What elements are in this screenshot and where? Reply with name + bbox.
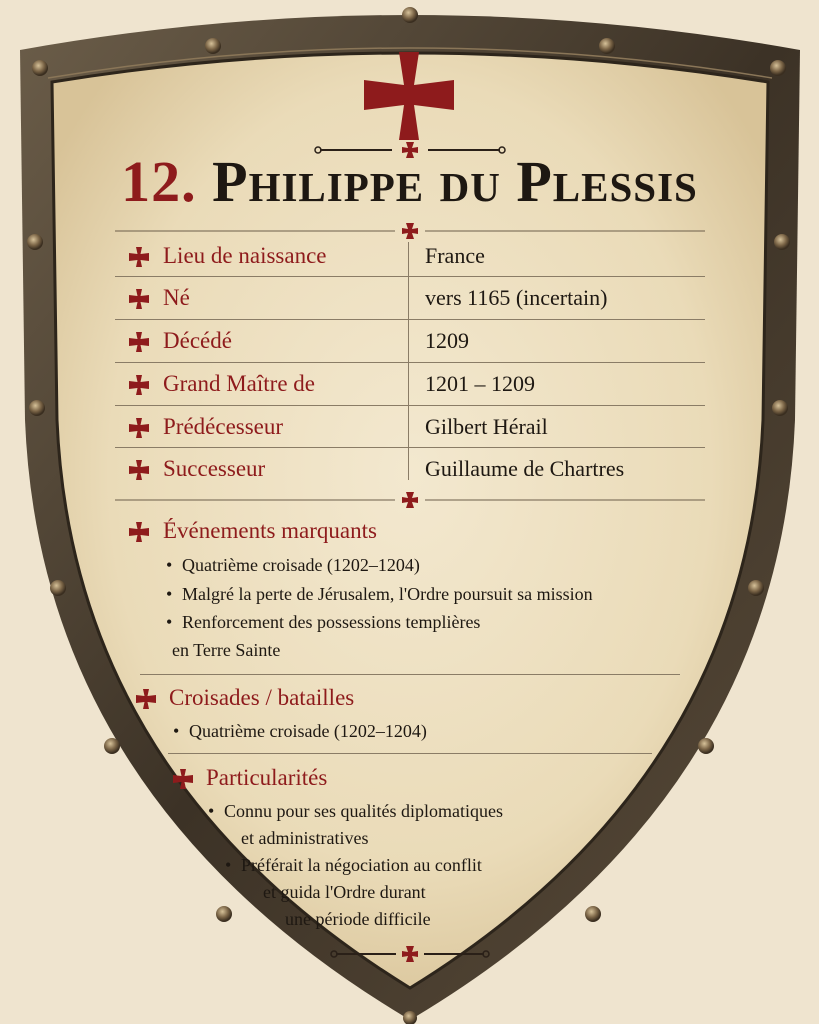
row-cross-icon [129, 375, 149, 395]
section-cross-icon [173, 769, 193, 789]
info-label-successor: Successeur [163, 456, 266, 481]
info-value-grand-master: 1201 – 1209 [425, 371, 535, 396]
templar-cross-icon [364, 52, 454, 140]
list-item: • Malgré la perte de Jérusalem, l'Ordre poursuit sa mission [166, 584, 593, 604]
title-name: Philippe du Plessis [212, 149, 698, 214]
page-title [0, 150, 819, 214]
list-item-continuation: une période difficile [285, 909, 431, 929]
row-cross-icon [129, 332, 149, 352]
table-divider [115, 489, 705, 511]
row-cross-icon [129, 247, 149, 267]
features-title: Particularités [206, 765, 328, 790]
section-separator [168, 753, 652, 754]
row-cross-icon [129, 289, 149, 309]
section-separator [140, 674, 680, 675]
row-separator [115, 362, 705, 363]
row-separator [115, 447, 705, 448]
info-label-died: Décédé [163, 328, 232, 353]
row-separator [115, 405, 705, 406]
ornament-divider-icon [328, 944, 492, 964]
battles-title: Croisades / batailles [169, 685, 355, 710]
list-item: • Connu pour ses qualités diplomatiques [208, 801, 503, 821]
title-number: 12. [121, 149, 197, 214]
list-item: • Renforcement des possessions templières [166, 612, 481, 632]
info-value-predecessor: Gilbert Hérail [425, 414, 548, 439]
list-item-continuation: en Terre Sainte [172, 640, 281, 660]
table-column-divider [408, 242, 409, 480]
info-value-died: 1209 [425, 328, 469, 353]
info-value-birthplace: France [425, 243, 485, 268]
list-item: • Quatrième croisade (1202–1204) [166, 555, 420, 575]
info-value-born: vers 1165 (incertain) [425, 285, 608, 310]
info-label-grand-master: Grand Maître de [163, 371, 315, 396]
list-item: • Quatrième croisade (1202–1204) [173, 721, 427, 741]
row-separator [115, 276, 705, 277]
list-item-continuation: et administratives [241, 828, 369, 848]
info-label-predecessor: Prédécesseur [163, 414, 284, 439]
events-title: Événements marquants [163, 518, 377, 543]
info-label-born: Né [163, 285, 190, 310]
title-divider [115, 220, 705, 242]
list-item: • Préférait la négociation au conflit [225, 855, 482, 875]
section-cross-icon [136, 689, 156, 709]
row-cross-icon [129, 460, 149, 480]
list-item-continuation: et guida l'Ordre durant [263, 882, 426, 902]
section-cross-icon [129, 522, 149, 542]
row-separator [115, 319, 705, 320]
row-cross-icon [129, 418, 149, 438]
info-value-successor: Guillaume de Chartres [425, 456, 625, 481]
info-label-birthplace: Lieu de naissance [163, 243, 327, 268]
